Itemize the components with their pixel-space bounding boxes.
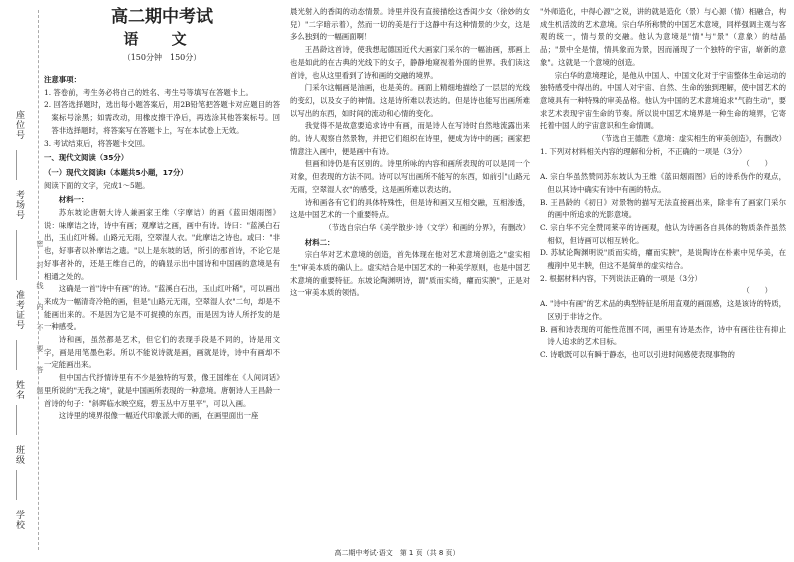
passage-paragraph: 晨光射入的香闺的动态情景。诗里并没有直接描绘这香闺少女（徐妙的女兒）"二字暗示着），然而一切的美是行于这静中有这种情景的少女，这是多么独到的一幅画面啊！ [290,7,530,42]
answer-option: C. 宗白华不完全赞同莱辛的诗画观，他认为诗画各自具体的物质条件虽然相似，但诗画可以相互转化。 [540,222,786,245]
passage-paragraph: 宗白华的意境理论，是他从中国人、中国文化对于宇宙整体生命运动的独特感受中得出的。中国人对宇宙、自然、生命的独到理解，使中国艺术的意境具有一种特殊的审美品格。他认为中国的艺术意境追求"气韵生动"，要求艺术表现宇宙生命的节奏。所以说中国艺术境界是一种生命的境界，它寄托着中国人的宇宙意识和生命情调。 [540,70,786,131]
class-label: 班级 [14,445,24,465]
seal-line-text: 密封线内不要答题 [36,240,44,408]
exam-meta: （150分钟 150分） [122,53,202,62]
column-2 [290,6,530,544]
binding-strip [0,0,44,562]
question-stem: 1. 下列对材料相关内容的理解和分析，不正确的一项是（3分） [540,146,747,156]
column-1 [44,6,280,544]
note-item: 3. 考试结束后，将答题卡交回。 [44,138,150,148]
exam-title: 高二期中考试 [111,7,213,27]
passage-paragraph: 王昌龄这首诗，使我想起德国近代大画家门采尔的一幅油画，那画上也是如此的在古典的光线下的女子，静静地窥视着外面的世界。我们读这首诗，也从这里看到了诗和画的交融的境界。 [290,45,530,80]
passage-paragraph: 诗和画各有它们的具体特殊性，但是诗和画又互相交融，互相渗透，这是中国艺术的一个重要特点。 [290,197,530,220]
passage-paragraph: 这确是一首"诗中有画"的诗。"蓝溪白石出，玉山红叶稀"，可以画出来成为一幅清奇冷艳的画，但是"山路元无雨，空翠湿人衣"二句，却是不能画出来的。不是因为它是不可捉摸的东西，而是因为诗人所抒发的是一种感受。 [44,284,280,332]
note-item: 2. 回答选择题时，选出每小题答案后，用2B铅笔把答题卡对应题目的答案标号涂黑；如需改动，用橡皮擦干净后，再选涂其他答案标号。回答非选择题时，将答案写在答题卡上，写在本试卷上无效。 [44,100,280,135]
note-item: 1. 答卷前，考生务必将自己的姓名、考生号等填写在答题卡上。 [44,87,253,97]
passage-paragraph: 我觉得不是故意要追求诗中有画，而是诗人在写诗时自然地流露出来的。诗人观察自然景物，并把它们组织在诗里，便成为诗中的画；画家把情意注入画中，便是画中有诗。 [290,121,530,156]
passage-paragraph: 诗和画，虽然都是艺术，但它们的表现手段是不同的，诗是用文字，画是用笔墨色彩。所以不能说诗就是画，画就是诗，诗中有画却不一定能画出来。 [44,335,280,370]
class-field-line[interactable] [16,470,17,500]
answer-blank[interactable]: （ ） [742,159,772,169]
seat-field-line[interactable] [16,150,17,180]
answer-option: C. 诗歌既可以有瞬于静态，也可以引进时间感使表现事物的 [540,349,735,359]
column-3 [540,6,786,544]
seat-label: 座位号 [14,110,24,140]
source-citation: （节选自宗白华《美学散步·诗（文学）和画的分界》，有删改） [324,222,530,232]
passage-paragraph: "外师造化，中得心源"之说，讲的就是造化（景）与心源（情）相融合，构成生机活泼的艺术意境。宗白华所称赞的中国艺术意境，同样强调主观与客观的统一，情与景的交融。他认为意境是"情"与"景"（意象）的结晶品；"景中全是情，情具象而为景，因而涌现了一个独特的宇宙，崭新的意象"。这就是一个意境的创造。 [540,7,786,67]
passage-paragraph: 这诗里的境界很像一幅近代印象派大师的画，在画里面出一座 [58,411,259,421]
reading-instruction: 阅读下面的文字，完成1～5题。 [44,180,150,190]
passage-paragraph: 但画和诗仍是有区别的。诗里所咏的内容和画所表现的可以是同一个对象，但表现的方法不同。诗可以写出画所不能写的东西，如前引"山路元无雨，空翠湿人衣"的感受，这是画所难以表达的。 [290,159,530,194]
answer-option: D. 苏轼论陶渊明说"质而实绮，癯而实腴"，是说陶诗在朴素中见华美，在瘦削中见丰腴，但这不是简单的虚实结合。 [540,248,786,271]
seal-dashed-line [38,10,39,550]
answer-option: A. "诗中有画"的艺术品的典型特征是所用直观的画面感，这是该诗的特质，区别于非诗之作。 [540,299,786,321]
section-heading: 一、现代文阅读（35分） [44,153,129,163]
answer-option: B. 画和诗表现的可能性范围不同，画里有诗是杰作，诗中有画往往有抑止诗人追求的艺术目标。 [540,324,786,347]
school-label: 学校 [14,510,24,530]
exam-subject: 语 文 [123,30,201,48]
name-label: 姓名 [14,380,24,400]
answer-option: B. 王昌龄的《初日》对景物的描写无法直接画出来，除非有了画家门采尔的画中所追求的光影意境。 [540,197,786,220]
passage-paragraph: 苏东坡论唐朝大诗人兼画家王维（字摩诘）的画《蓝田烟雨图》说：味摩诘之诗，诗中有画；观摩诘之画，画中有诗。诗曰："蓝溪白石出，玉山红叶稀。山路元无雨，空翠湿人衣。"此摩诘之诗也。或曰："非也，好事者以补摩诘之遗。"以上是东坡的话，所引的那首诗，不论它是好事者补的，还是王维自己的，的确显示出中国诗和中国画的意境是有相通之处的。 [44,208,280,281]
source-citation: （节选自王德胜《意境：虚实相生的审美创造》，有删改） [597,134,786,144]
student-no-label: 准考证号 [14,290,24,330]
subsection-heading: （一）现代文阅读Ⅰ（本题共5小题，17分） [44,167,188,177]
passage-paragraph: 宗白华对艺术意境的创造，首先体现在他对艺术意境创造之"虚实相生"审美本质的确认上。虚实结合是中国艺术的一种美学原则，也是中国艺术意境的重要特征。东坡论陶渊明诗，谓"质而实绮，癯而实腴"，正是对这一审美本质的领悟。 [290,250,530,298]
material-label: 材料二： [304,237,335,247]
answer-blank[interactable]: （ ） [742,286,772,296]
material-label: 材料一： [58,195,89,205]
question-stem: 2. 根据材料内容，下列说法正确的一项是（3分） [540,273,702,283]
passage-paragraph: 但中国古代抒情诗里有不少是独特的写景，像王国维在《人间词话》里所说的"无我之境"，就是中国画所表现的一种意境。唐朝诗人王昌龄一首诗的句子："斜晖临水映空庭，碧玉丛中万里平"，可以入画。 [44,373,280,408]
answer-option: A. 宗白华虽然赞同苏东坡认为王维《蓝田烟雨图》后的诗系伪作的观点，但以其诗中确实有诗中有画的特点。 [540,172,786,194]
page-footer: 高二期中考试·语文 第 1 页（共 8 页） [334,549,460,557]
exam-no-label: 考场号 [14,190,24,220]
name-field-line[interactable] [16,405,17,435]
exam-no-field-line[interactable] [16,230,17,280]
passage-paragraph: 门采尔这幅画是油画，也是美的。画面上精细地描绘了一层层的光线的变幻，以及女子的神情。这是诗所难以表达的。但是诗也能写出画所难以写出的东西，如时间的流动和心情的变化。 [290,83,530,118]
student-no-field-line[interactable] [16,340,17,370]
notes-heading: 注意事项： [44,75,81,84]
